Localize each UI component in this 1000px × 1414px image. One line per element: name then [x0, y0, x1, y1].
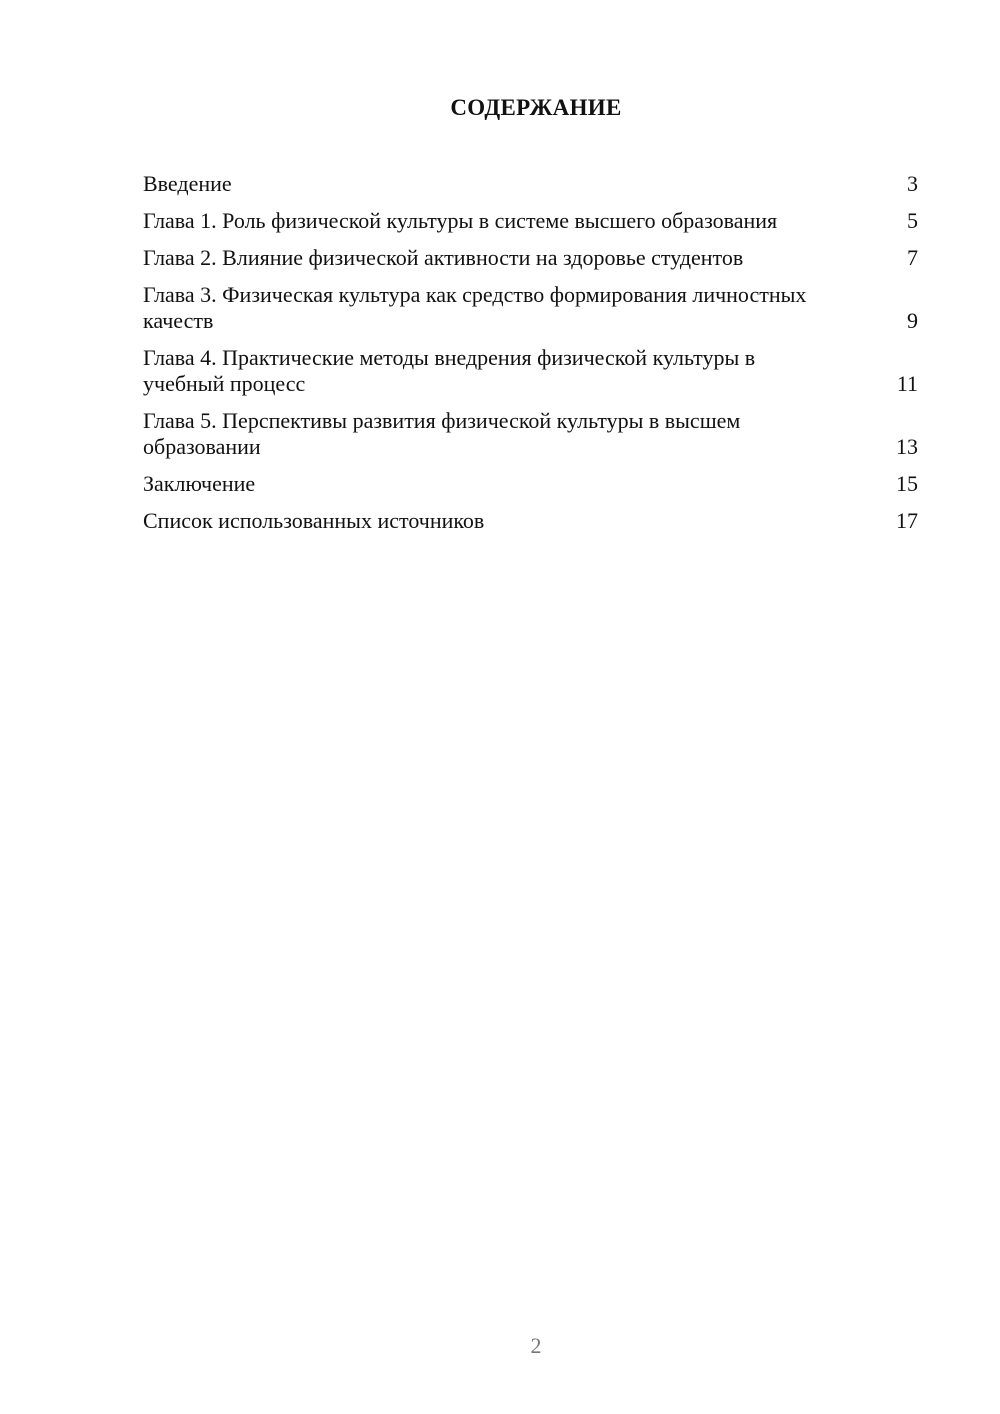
toc-entry-title: Глава 1. Роль физической культуры в системе высшего образования	[143, 208, 778, 233]
toc-entry-title: Список использованных источников	[143, 508, 485, 533]
toc-heading: СОДЕРЖАНИЕ	[450, 95, 622, 120]
toc-entry-introduction	[143, 171, 918, 197]
toc-entry-chapter-1	[143, 208, 918, 234]
toc-entry-chapter-2	[143, 245, 918, 271]
toc-entry-title: Глава 4. Практические методы внедрения физической культуры в учебный процесс	[143, 345, 756, 396]
toc-entry-page: 5	[907, 208, 918, 233]
toc-entry-page: 15	[896, 471, 918, 496]
toc-entry-page: 11	[896, 371, 918, 396]
table-of-contents	[143, 171, 918, 545]
page-number: 2	[530, 1333, 542, 1358]
toc-entry-title: Введение	[143, 171, 232, 196]
toc-entry-chapter-4	[143, 345, 918, 397]
toc-entry-page: 17	[896, 508, 918, 533]
toc-entry-page: 13	[896, 434, 918, 459]
toc-entry-page: 7	[907, 245, 918, 270]
toc-entry-chapter-5	[143, 408, 918, 460]
toc-entry-page: 9	[907, 308, 918, 333]
toc-entry-chapter-3	[143, 282, 918, 334]
toc-entry-title: Глава 3. Физическая культура как средство формирования личностных качеств	[143, 282, 807, 333]
toc-entry-title: Глава 5. Перспективы развития физической культуры в высшем образовании	[143, 408, 741, 459]
toc-entry-conclusion	[143, 471, 918, 497]
toc-entry-page: 3	[907, 171, 918, 196]
toc-entry-title: Заключение	[143, 471, 256, 496]
toc-entry-title: Глава 2. Влияние физической активности на здоровье студентов	[143, 245, 744, 270]
toc-entry-references	[143, 508, 918, 534]
